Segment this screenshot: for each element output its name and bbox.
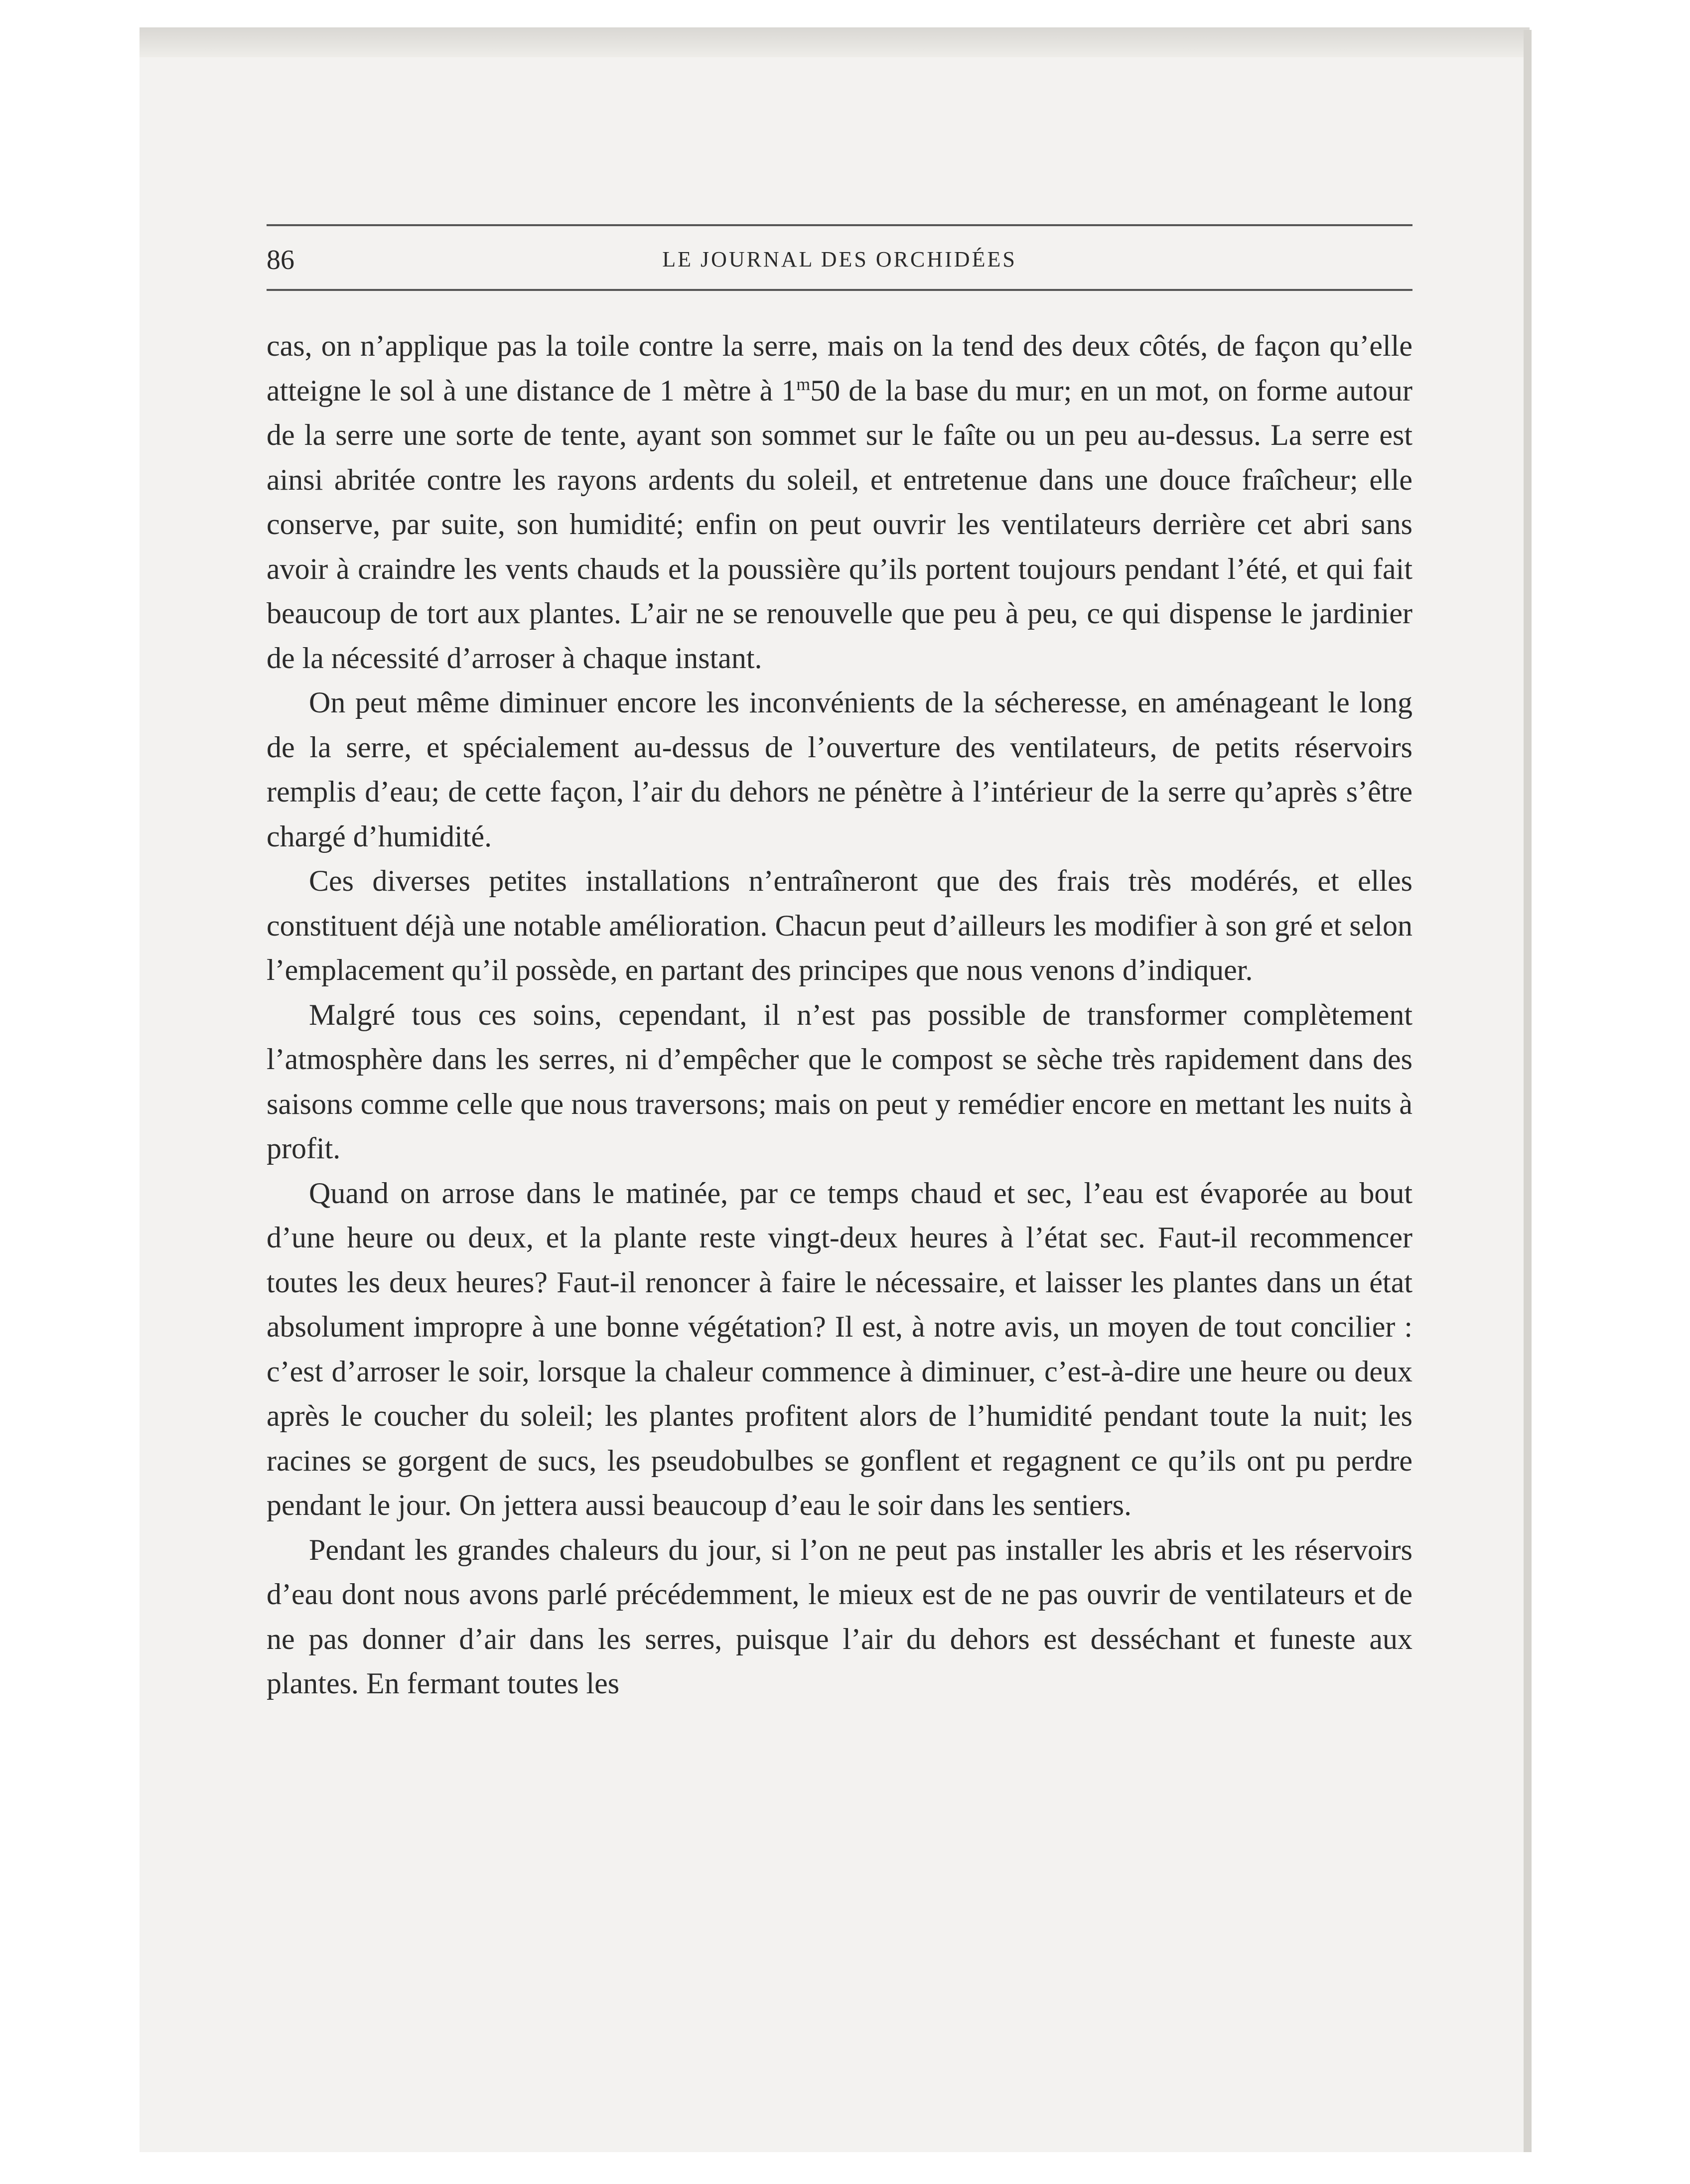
paragraph-text: cas, on n’applique pas la toile contre la serre, mais on la tend des deux côtés, de façon qu’elle atteigne le sol à une distance de 1 mètre à 1 — [267, 329, 1412, 407]
superscript-unit: m — [796, 374, 811, 394]
article-body — [267, 324, 1412, 1706]
paragraph — [267, 324, 1412, 681]
header-rule-bottom — [267, 289, 1412, 291]
scan-right-edge — [1524, 30, 1532, 2152]
page-header — [267, 219, 1412, 299]
paragraph: On peut même diminuer encore les inconvénients de la sécheresse, en aménageant le long de la serre, et spécialement au-dessus de l’ouverture des ventilateurs, de petits réservoirs remplis d’eau; de cette façon, l’air du dehors ne pénètre à l’intérieur de la serre qu’après s’être chargé d’humidité. — [267, 686, 1412, 853]
paragraph: Malgré tous ces soins, cependant, il n’est pas possible de transformer complètement l’atmosphère dans les serres, ni d’empêcher que le compost se sèche très rapidement dans des saisons comme celle que nous traversons; mais on peut y remédier encore en mettant les nuits à profit. — [267, 998, 1412, 1165]
header-rule-top — [267, 224, 1412, 226]
scan-top-edge — [140, 27, 1530, 57]
paragraph: Pendant les grandes chaleurs du jour, si l’on ne peut pas installer les abris et les réservoirs d’eau dont nous avons parlé précédemment, le mieux est de ne pas ouvrir de ventilateurs et de ne pas donner d’air dans les serres, puisque l’air du dehors est desséchant et funeste aux plantes. En fermant toutes les — [267, 1533, 1412, 1700]
paragraph: Ces diverses petites installations n’entraîneront que des frais très modérés, et elles constituent déjà une notable amélioration. Chacun peut d’ailleurs les modifier à son gré et selon l’emplacement qu’il possède, en partant des principes que nous venons d’indiquer. — [267, 864, 1412, 986]
running-title: LE JOURNAL DES ORCHIDÉES — [662, 247, 1017, 272]
paragraph-text-continued: 50 de la base du mur; en un mot, on forme autour de la serre une sorte de tente, ayant son sommet sur le faîte ou un peu au-dessus. La serre est ainsi abritée contre les rayons ardents du soleil, et entretenue dans une douce fraîcheur; elle conserve, par suite, son humidité; enfin on peut ouvrir les ventilateurs derrière cet abri sans avoir à craindre les vents chauds et la poussière qu’ils portent toujours pendant l’été, et qui fait beaucoup de tort aux plantes. L’air ne se renouvelle que peu à peu, ce qui dispense le jardinier de la nécessité d’arroser à chaque instant. — [267, 374, 1412, 675]
paragraph: Quand on arrose dans le matinée, par ce temps chaud et sec, l’eau est évaporée au bout d’une heure ou deux, et la plante reste vingt-deux heures à l’état sec. Faut-il recommencer toutes les deux heures? Faut-il renoncer à faire le nécessaire, et laisser les plantes dans un état absolument impropre à une bonne végétation? Il est, à notre avis, un moyen de tout concilier : c’est d’arroser le soir, lorsque la chaleur commence à diminuer, c’est-à-dire une heure ou deux après le coucher du soleil; les plantes profitent alors de l’humidité pendant toute la nuit; les racines se gorgent de sucs, les pseudobulbes se gonflent et regagnent ce qu’ils ont pu perdre pendant le jour. On jettera aussi beaucoup d’eau le soir dans les sentiers. — [267, 1176, 1412, 1521]
page-number: 86 — [267, 245, 294, 275]
